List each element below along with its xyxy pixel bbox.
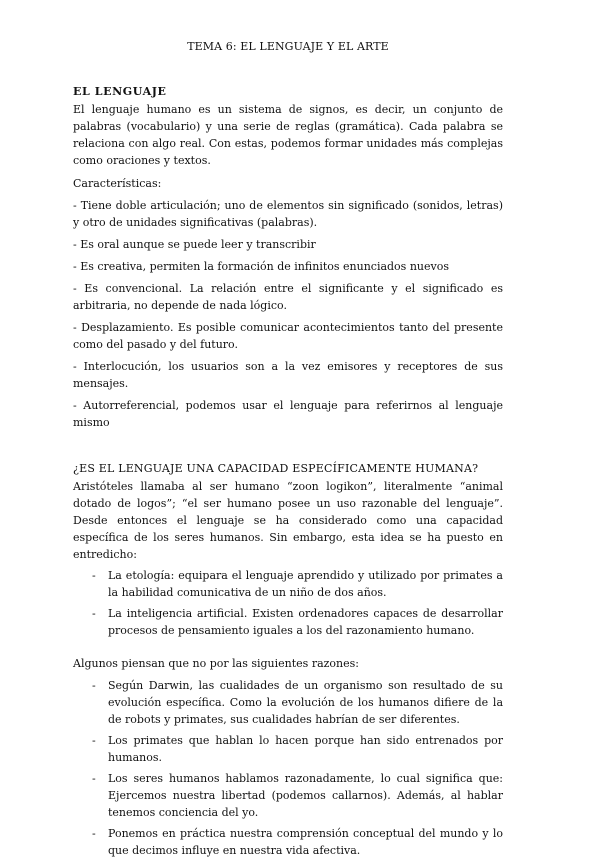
reasons-list xyxy=(73,677,503,859)
characteristic-item: - Es oral aunque se puede leer y transcribir xyxy=(73,238,316,251)
characteristic-item: - Es convencional. La relación entre el significante y el significado es arbitraria, no depende de nada lógico. xyxy=(73,282,503,312)
bullet-dash: - xyxy=(92,827,96,840)
list-item xyxy=(73,677,503,728)
intro-paragraph: El lenguaje humano es un sistema de signos, es decir, un conjunto de palabras (vocabulario) y una serie de reglas (gramática). Cada palabra se relaciona con algo real. Con estas, podemos formar unidades más complejas como oraciones y textos. xyxy=(73,103,503,167)
list-item-text: Los primates que hablan lo hacen porque han sido entrenados por humanos. xyxy=(108,734,503,764)
list-item xyxy=(73,825,503,859)
page-title: TEMA 6: EL LENGUAJE Y EL ARTE xyxy=(187,40,389,53)
list-item-text: Los seres humanos hablamos razonadamente, lo cual significa que: Ejercemos nuestra libertad (podemos callarnos). Además, al hablar tenemos conciencia del yo. xyxy=(108,772,503,819)
aristoteles-paragraph: Aristóteles llamaba al ser humano “zoon logikon”, literalmente “animal dotado de logos”; “el ser humano posee un uso razonable del lenguaje”. Desde entonces el lenguaje se ha considerado como una capacidad específica de los seres humanos. Sin embargo, esta idea se ha puesto en entredicho: xyxy=(73,480,503,561)
list-item-text: Ponemos en práctica nuestra comprensión conceptual del mundo y lo que decimos influye en nuestra vida afectiva. xyxy=(108,827,503,857)
bullet-dash: - xyxy=(92,679,96,692)
list-item xyxy=(73,770,503,821)
list-item xyxy=(73,605,503,639)
characteristic-item: - Tiene doble articulación; uno de elementos sin significado (sonidos, letras) y otro de unidades significativas (palabras). xyxy=(73,199,503,229)
bullet-dash: - xyxy=(92,734,96,747)
characteristic-item: - Desplazamiento. Es posible comunicar acontecimientos tanto del presente como del pasado y del futuro. xyxy=(73,321,503,351)
reasons-intro: Algunos piensan que no por las siguientes razones: xyxy=(73,657,359,670)
characteristic-item: - Es creativa, permiten la formación de infinitos enunciados nuevos xyxy=(73,260,449,273)
bullet-dash: - xyxy=(92,772,96,785)
challenge-list xyxy=(73,567,503,639)
bullet-dash: - xyxy=(92,569,96,582)
characteristic-item: - Autorreferencial, podemos usar el lenguaje para referirnos al lenguaje mismo xyxy=(73,399,503,429)
list-item-text: La etología: equipara el lenguaje aprendido y utilizado por primates a la habilidad comunicativa de un niño de dos años. xyxy=(108,569,503,599)
list-item xyxy=(73,567,503,601)
list-item xyxy=(73,732,503,766)
section-heading-capacidad: ¿ES EL LENGUAJE UNA CAPACIDAD ESPECÍFICAMENTE HUMANA? xyxy=(73,462,479,475)
bullet-dash: - xyxy=(92,607,96,620)
list-item-text: La inteligencia artificial. Existen ordenadores capaces de desarrollar procesos de pensamiento iguales a los del razonamiento humano. xyxy=(108,607,503,637)
document-page xyxy=(73,38,503,863)
list-item-text: Según Darwin, las cualidades de un organismo son resultado de su evolución específica. Como la evolución de los humanos difiere de la de robots y primates, sus cualidades habrían de ser diferentes. xyxy=(108,679,503,726)
section-heading-lenguaje: EL LENGUAJE xyxy=(73,85,167,98)
characteristic-item: - Interlocución, los usuarios son a la vez emisores y receptores de sus mensajes. xyxy=(73,360,503,390)
characteristics-label: Características: xyxy=(73,177,162,190)
